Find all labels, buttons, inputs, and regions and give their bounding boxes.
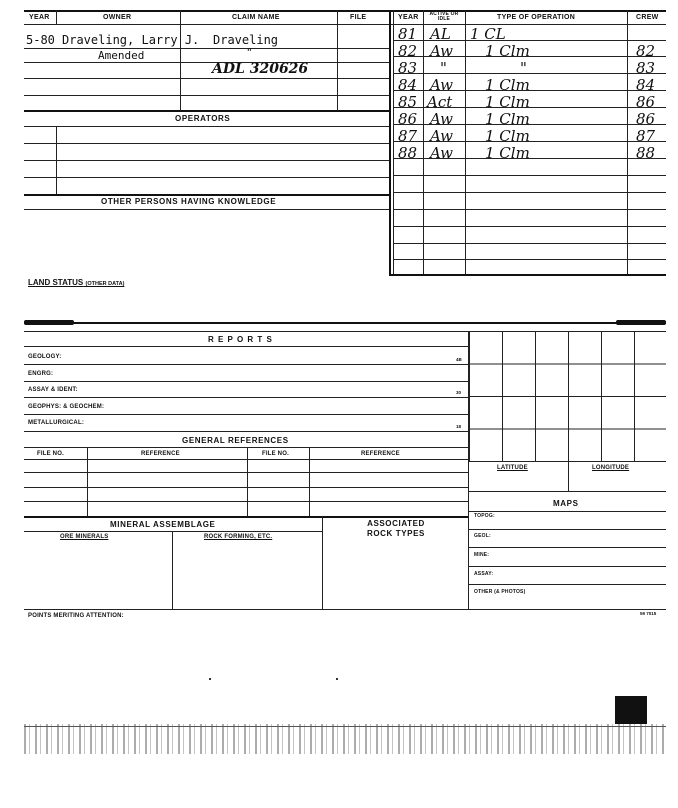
owner-header: OWNER bbox=[103, 14, 132, 21]
operation-row bbox=[0, 110, 678, 126]
mineral-bottom-line bbox=[24, 609, 666, 610]
report-row-line bbox=[24, 414, 468, 415]
assoc-col bbox=[322, 516, 323, 609]
op-crew: 86 bbox=[636, 93, 656, 111]
maps-other: OTHER (& PHOTOS) bbox=[474, 589, 526, 595]
file-header: FILE bbox=[350, 14, 367, 21]
claim-name-header: CLAIM NAME bbox=[232, 14, 280, 21]
divider-mark-right bbox=[616, 320, 666, 325]
maps-row-line bbox=[469, 566, 666, 567]
op-status: Aw bbox=[430, 76, 453, 94]
op-status: " bbox=[440, 59, 447, 77]
op-type: 1 Clm bbox=[485, 93, 530, 111]
crew-header: CREW bbox=[636, 14, 659, 21]
op-status: Act bbox=[427, 93, 453, 111]
gen-ref-line bbox=[24, 472, 468, 473]
associated-rock-types-label: ASSOCIATED ROCK TYPES bbox=[366, 519, 425, 538]
year-header: YEAR bbox=[29, 14, 50, 21]
type-of-operation-header: TYPE OF OPERATION bbox=[497, 14, 576, 21]
general-references-title: GENERAL REFERENCES bbox=[182, 436, 289, 445]
report-assay-num: 30 bbox=[456, 390, 462, 395]
claim-name: Draveling bbox=[213, 33, 279, 47]
op-type: " bbox=[520, 59, 527, 77]
maps-title: MAPS bbox=[553, 499, 579, 508]
ops-row-line bbox=[393, 192, 666, 193]
op-status: Aw bbox=[430, 144, 453, 162]
gen-ref-line bbox=[24, 487, 468, 488]
operation-row bbox=[0, 59, 678, 75]
mineral-underline bbox=[24, 531, 322, 532]
gen-ref-file-no-2: FILE NO. bbox=[262, 451, 289, 457]
scan-mark-dot bbox=[209, 678, 211, 680]
land-status-title: LAND STATUS bbox=[28, 278, 84, 287]
active-idle-header: ACTIVE OR IDLE bbox=[429, 11, 459, 22]
operation-row bbox=[0, 25, 678, 41]
maps-assay: ASSAY: bbox=[474, 571, 494, 577]
year2-header: YEAR bbox=[398, 14, 419, 21]
op-year: 86 bbox=[398, 110, 418, 128]
maps-underline bbox=[469, 511, 666, 512]
report-engrg: ENGRG: bbox=[28, 371, 54, 377]
maps-geol: GEOL: bbox=[474, 533, 491, 539]
longitude-label: LONGITUDE bbox=[592, 465, 630, 471]
operators-row-line bbox=[24, 160, 389, 161]
gen-ref-reference: REFERENCE bbox=[141, 451, 180, 457]
claim-adl-number: ADL 320626 bbox=[212, 61, 309, 77]
report-geology: GEOLOGY: bbox=[28, 354, 62, 360]
col-divider-owner bbox=[56, 10, 57, 24]
gen-ref-col bbox=[87, 447, 88, 516]
ops-row-line bbox=[393, 209, 666, 210]
scan-noise-band bbox=[24, 724, 666, 754]
gen-ref-line bbox=[24, 459, 468, 460]
report-geology-num: 4B bbox=[456, 357, 462, 362]
other-persons-label: OTHER PERSONS HAVING KNOWLEDGE bbox=[101, 197, 277, 206]
land-status-label bbox=[28, 278, 124, 287]
op-year: 85 bbox=[398, 93, 418, 111]
divider-mark-left bbox=[24, 320, 74, 325]
op-type: 1 CL bbox=[470, 25, 506, 43]
op-year: 84 bbox=[398, 76, 418, 94]
op-type: 1 Clm bbox=[485, 76, 530, 94]
gen-ref-col bbox=[309, 447, 310, 516]
gen-ref-col bbox=[247, 447, 248, 516]
claim-ditto: " bbox=[246, 46, 253, 59]
op-status: AL bbox=[430, 25, 451, 43]
operators-row-line bbox=[24, 177, 389, 178]
ops-row-line bbox=[393, 243, 666, 244]
op-crew: 87 bbox=[636, 127, 656, 145]
op-year: 81 bbox=[398, 25, 418, 43]
reports-title-underline bbox=[24, 346, 468, 347]
op-year: 82 bbox=[398, 42, 418, 60]
operators-label: OPERATORS bbox=[175, 114, 231, 123]
op-crew: 88 bbox=[636, 144, 656, 162]
op-year: 83 bbox=[398, 59, 418, 77]
op-crew: 84 bbox=[636, 76, 656, 94]
op-crew: 83 bbox=[636, 59, 656, 77]
scan-noise-line bbox=[24, 726, 666, 727]
lat-long-grid bbox=[469, 331, 666, 461]
top-border bbox=[24, 10, 666, 12]
section-divider bbox=[24, 322, 666, 324]
report-row-line bbox=[24, 381, 468, 382]
owner-year: 5-80 bbox=[26, 33, 55, 47]
mineral-assemblage-title: MINERAL ASSEMBLAGE bbox=[110, 520, 216, 529]
top-section-bottom bbox=[389, 274, 666, 276]
op-year: 88 bbox=[398, 144, 418, 162]
gen-ref-line bbox=[24, 447, 468, 448]
scan-black-block bbox=[615, 696, 647, 724]
maps-top-line bbox=[469, 491, 666, 492]
report-row-line bbox=[24, 364, 468, 365]
gen-ref-line bbox=[24, 501, 468, 502]
operation-row bbox=[0, 144, 678, 160]
rock-forming-label: ROCK FORMING, ETC. bbox=[204, 534, 273, 540]
maps-topog: TOPOG: bbox=[474, 513, 495, 519]
lat-long-divider bbox=[568, 461, 569, 491]
report-row-line bbox=[24, 431, 468, 432]
maps-row-line bbox=[469, 584, 666, 585]
owner-name: Draveling, Larry J. bbox=[62, 33, 200, 47]
land-status-sub: (OTHER DATA) bbox=[85, 281, 125, 287]
ops-row-line bbox=[393, 259, 666, 260]
op-status: Aw bbox=[430, 42, 453, 60]
op-crew: 86 bbox=[636, 110, 656, 128]
scan-mark-dot bbox=[336, 678, 338, 680]
gen-ref-file-no: FILE NO. bbox=[37, 451, 64, 457]
report-row-line bbox=[24, 397, 468, 398]
ops-row-line bbox=[393, 175, 666, 176]
op-type: 1 Clm bbox=[485, 144, 530, 162]
form-number: 59 7015 bbox=[640, 611, 657, 616]
ore-minerals-label: ORE MINERALS bbox=[60, 534, 109, 540]
op-type: 1 Clm bbox=[485, 110, 530, 128]
other-persons-top-line bbox=[24, 194, 389, 196]
op-crew: 82 bbox=[636, 42, 656, 60]
reports-title: R E P O R T S bbox=[208, 335, 273, 344]
report-assay: ASSAY & IDENT: bbox=[28, 387, 78, 393]
maps-mine: MINE: bbox=[474, 552, 490, 558]
op-status: Aw bbox=[430, 127, 453, 145]
operation-row bbox=[0, 76, 678, 92]
latitude-label: LATITUDE bbox=[497, 465, 528, 471]
operation-row bbox=[0, 127, 678, 143]
operation-row bbox=[0, 42, 678, 58]
op-year: 87 bbox=[398, 127, 418, 145]
other-persons-underline bbox=[24, 209, 389, 210]
mineral-top-line bbox=[24, 516, 468, 518]
ops-row-line bbox=[393, 226, 666, 227]
mineral-col bbox=[172, 531, 173, 609]
report-metallurgical: METALLURGICAL: bbox=[28, 420, 85, 426]
points-meriting-attention-label: POINTS MERITING ATTENTION: bbox=[28, 613, 124, 619]
maps-row-line bbox=[469, 529, 666, 530]
op-status: Aw bbox=[430, 110, 453, 128]
owner-amended: Amended bbox=[98, 49, 145, 62]
report-geophys: GEOPHYS: & GEOCHEM: bbox=[28, 404, 105, 410]
maps-row-line bbox=[469, 547, 666, 548]
gen-ref-reference-2: REFERENCE bbox=[361, 451, 400, 457]
op-type: 1 Clm bbox=[485, 127, 530, 145]
op-type: 1 Clm bbox=[485, 42, 530, 60]
operation-row bbox=[0, 93, 678, 109]
report-metallurgical-num: 18 bbox=[456, 424, 462, 429]
